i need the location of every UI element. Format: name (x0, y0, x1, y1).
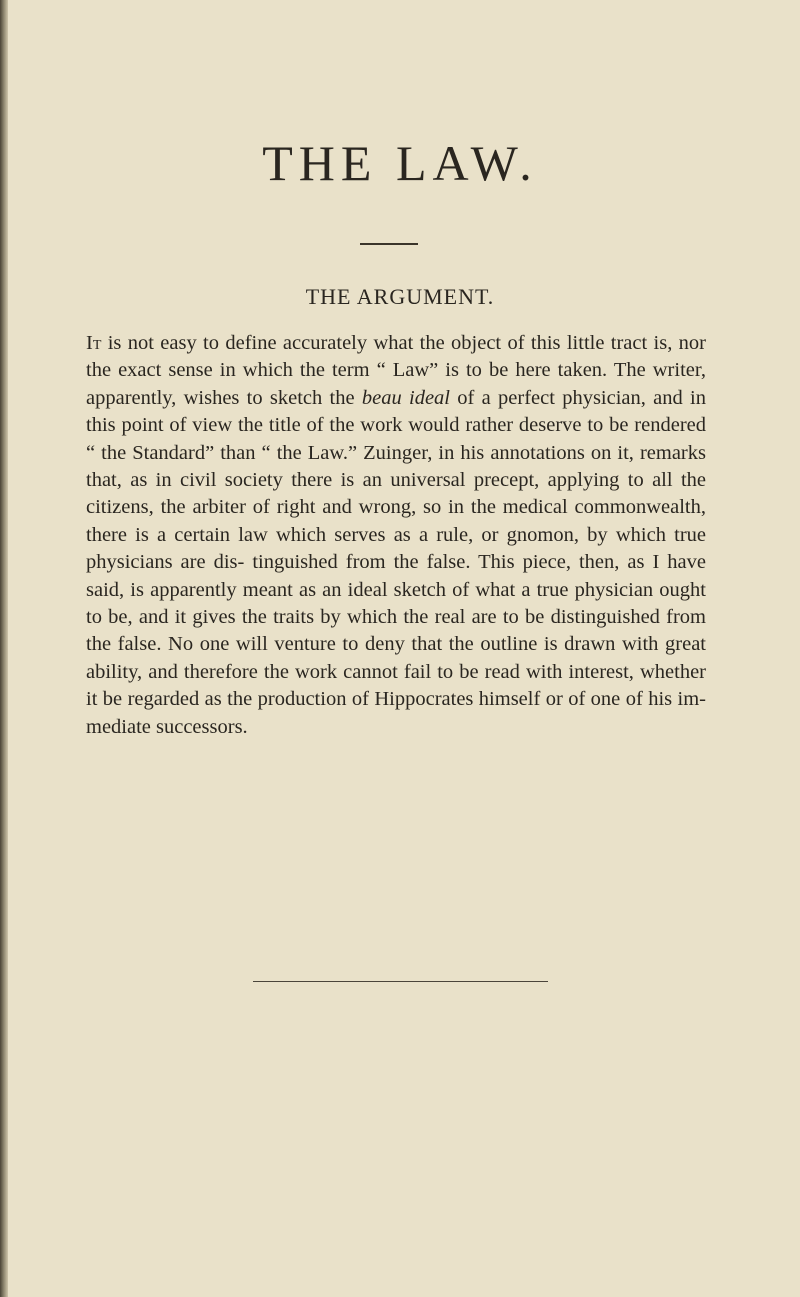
page-title: THE LAW. (262, 135, 538, 191)
paragraph-text-part-1: is not easy to define accurately what the object of this little tract is, nor the exact sense in which the term “ Law” is to be here taken. The writer, apparently, wishes to sketch the (86, 332, 706, 409)
paragraph-emphasis: beau ideal (361, 386, 450, 409)
section-heading: THE ARGUMENT. (305, 284, 495, 309)
closing-divider (253, 981, 548, 982)
argument-paragraph (86, 330, 706, 741)
paragraph-text-part-2: of a perfect physician, and in this point of view the title of the work would rather deserve to be rendered “ the Standard” than “ the Law.” Zuinger, in his annotations on it, remarks that, as in civil society there is an universal precept, applying to all the citizens, the arbiter of right and wrong, so in the medical commonwealth, there is a certain law which serves as a rule, or gnomon, by which true physicians are dis- tinguished from the false. This piece, then, as I have said, is apparently meant as an ideal sketch of what a true physician ought to be, and it gives the traits by which the real are to be distinguished from the false. No one will venture to deny that the outline is drawn with great ability, and therefore the work cannot fail to be read with interest, whether it be regarded as the production of Hippocrates himself or of one of his im- mediate successors. (86, 386, 706, 738)
page-binding-edge (0, 0, 8, 1297)
paragraph-lead-word: It (86, 332, 102, 354)
title-divider (360, 243, 418, 245)
